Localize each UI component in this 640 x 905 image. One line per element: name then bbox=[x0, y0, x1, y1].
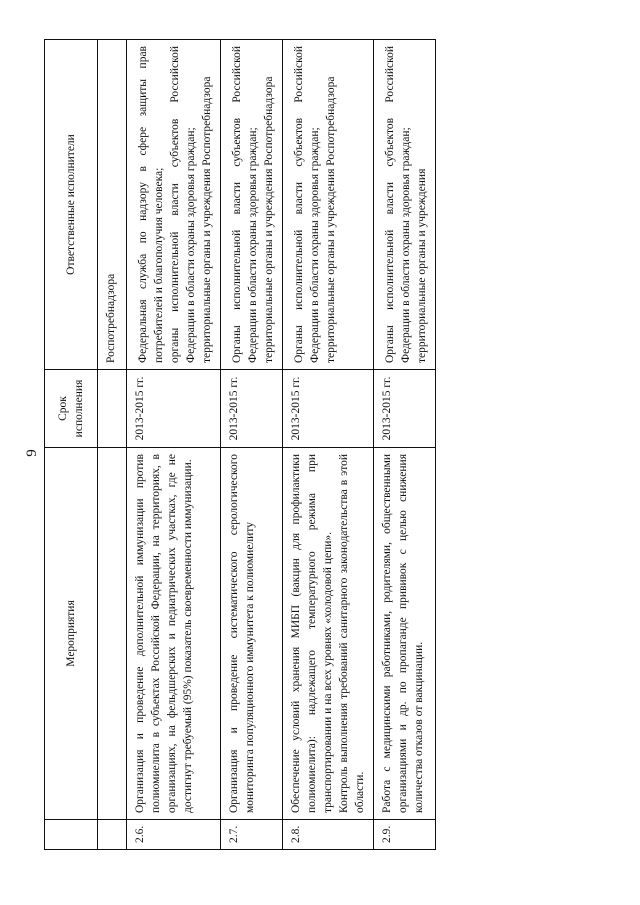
row-measure bbox=[221, 448, 283, 820]
table-header-row bbox=[45, 40, 98, 850]
row-term: 2013-2015 гг. bbox=[221, 370, 283, 448]
row-number: 2.9. bbox=[374, 820, 436, 850]
row-number: 2.7. bbox=[221, 820, 283, 850]
table-row bbox=[374, 40, 436, 850]
row-measure bbox=[283, 448, 374, 820]
row-number: 2.8. bbox=[283, 820, 374, 850]
responsible-text: органы исполнительной власти субъектов Российской Федерации в области охраны здоровья граждан; bbox=[169, 46, 197, 363]
measures-table bbox=[44, 39, 436, 850]
responsible-text: территориальные органы и учреждения Роспотребнадзора bbox=[325, 76, 337, 363]
row-number: 2.6. bbox=[127, 820, 221, 850]
row-measure bbox=[374, 448, 436, 820]
responsible-text: Органы исполнительной власти субъектов Российской Федерации в области охраны здоровья граждан; bbox=[231, 46, 259, 363]
responsible-text: Федеральная служба по надзору в сфере защиты прав потребителей и благополучия человека; bbox=[137, 46, 165, 363]
header-term: Срок исполнения bbox=[45, 370, 98, 448]
continuation-responsible: Роспотребнадзора bbox=[98, 40, 127, 370]
table-row bbox=[127, 40, 221, 850]
table-row bbox=[283, 40, 374, 850]
measure-text: Обеспечение условий хранения МИБП (вакцин для профилактики полиомиелита): надлежащего температурного режима при транспортировании и на всех уровнях «холодовой цепи». bbox=[290, 454, 334, 813]
continuation-term bbox=[98, 370, 127, 448]
responsible-text: территориальные органы и учреждения bbox=[416, 168, 428, 363]
row-term: 2013-2015 гг. bbox=[283, 370, 374, 448]
table-row bbox=[221, 40, 283, 850]
continuation-row bbox=[98, 40, 127, 850]
table-body bbox=[127, 40, 436, 850]
continuation-measure bbox=[98, 448, 127, 820]
row-responsible bbox=[283, 40, 374, 370]
measure-text: Организация и проведение систематического серологического мониторинга популяционного иммунитета к полиомиелиту bbox=[228, 454, 256, 813]
row-measure bbox=[127, 448, 221, 820]
header-responsible: Ответственные исполнители bbox=[45, 40, 98, 370]
measure-text: Организация и проведение дополнительной иммунизации против полиомиелита в субъектах Российской Федерации, на территориях, в организациях, на фельдшерских и педиатрических участках, где не достигнут требуемый (95%) показатель своевременности иммунизации. bbox=[134, 454, 194, 813]
row-responsible bbox=[127, 40, 221, 370]
header-measures: Мероприятия bbox=[45, 448, 98, 820]
responsible-text: территориальные органы и учреждения Роспотребнадзора bbox=[263, 76, 275, 363]
measure-text: Работа с медицинскими работниками, родителями, общественными организациями и др. по пропаганде прививок с целью снижения количества отказов от вакцинации. bbox=[381, 454, 425, 813]
measure-text: Контроль выполнения требований санитарного законодательства в этой области. bbox=[338, 454, 366, 813]
continuation-number bbox=[98, 820, 127, 850]
responsible-text: Органы исполнительной власти субъектов Российской Федерации в области охраны здоровья граждан; bbox=[384, 46, 412, 363]
page-number: 9 bbox=[24, 449, 40, 457]
responsible-text: территориальные органы и учреждения Роспотребнадзора bbox=[201, 76, 213, 363]
row-responsible bbox=[221, 40, 283, 370]
responsible-text: Органы исполнительной власти субъектов Российской Федерации в области охраны здоровья граждан; bbox=[293, 46, 321, 363]
row-term: 2013-2015 гг. bbox=[374, 370, 436, 448]
row-term: 2013-2015 гг. bbox=[127, 370, 221, 448]
row-responsible bbox=[374, 40, 436, 370]
header-number bbox=[45, 820, 98, 850]
